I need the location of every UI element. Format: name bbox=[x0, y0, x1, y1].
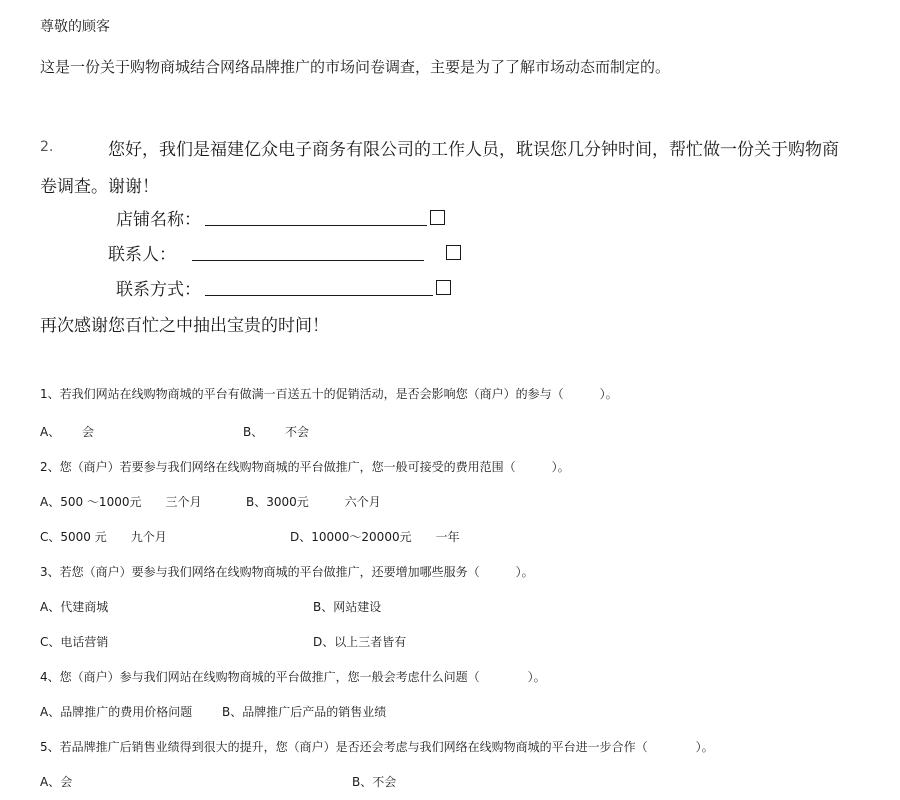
q2-option-c[interactable]: C、5000 元 九个月 bbox=[40, 530, 167, 544]
checkbox-icon[interactable] bbox=[446, 245, 461, 260]
question-2: 2、您（商户）若要参与我们网络在线购物商城的平台做推广，您一般可接受的费用范围（ ）。 bbox=[40, 460, 570, 474]
checkbox-icon[interactable] bbox=[430, 210, 445, 225]
q4-option-a[interactable]: A、品牌推广的费用价格问题 bbox=[40, 705, 193, 719]
q1-option-a[interactable]: A、 会 bbox=[40, 425, 95, 439]
question-3: 3、若您（商户）要参与我们网络在线购物商城的平台做推广，还要增加哪些服务（ ）。 bbox=[40, 565, 534, 579]
field-label: 店铺名称： bbox=[116, 210, 201, 230]
paragraph-line-1: 您好，我们是福建亿众电子商务有限公司的工作人员，耽误您几分钟时间，帮忙做一份关于购物商 bbox=[108, 140, 839, 160]
intro-text: 这是一份关于购物商城结合网络品牌推广的市场问卷调查，主要是为了了解市场动态而制定的。 bbox=[40, 58, 671, 76]
field-label: 联系人： bbox=[108, 245, 176, 265]
question-1: 1、若我们网站在线购物商城的平台有做满一百送五十的促销活动，是否会影响您（商户）的参与（ ）。 bbox=[40, 387, 618, 401]
field-label: 联系方式： bbox=[116, 280, 201, 300]
thanks-text: 再次感谢您百忙之中抽出宝贵的时间！ bbox=[40, 316, 329, 336]
q3-option-b[interactable]: B、网站建设 bbox=[313, 600, 382, 614]
greeting-text: 尊敬的顾客 bbox=[40, 19, 110, 35]
q5-option-b[interactable]: B、不会 bbox=[352, 775, 397, 789]
field-contact-method bbox=[116, 275, 451, 300]
field-shop-name bbox=[116, 205, 445, 230]
field-contact-person bbox=[108, 240, 461, 265]
q2-option-d[interactable]: D、10000～20000元 一年 bbox=[290, 530, 460, 544]
shop-name-blank[interactable] bbox=[205, 209, 427, 226]
q2-option-b[interactable]: B、3000元 六个月 bbox=[246, 495, 381, 509]
contact-method-blank[interactable] bbox=[205, 279, 433, 296]
question-4: 4、您（商户）参与我们网站在线购物商城的平台做推广，您一般会考虑什么问题（ ）。 bbox=[40, 670, 546, 684]
q3-option-a[interactable]: A、代建商城 bbox=[40, 600, 109, 614]
paragraph-number: 2. bbox=[40, 139, 54, 155]
paragraph-line-2: 卷调查。谢谢！ bbox=[40, 177, 159, 197]
q4-option-b[interactable]: B、品牌推广后产品的销售业绩 bbox=[222, 705, 387, 719]
checkbox-icon[interactable] bbox=[436, 280, 451, 295]
q3-option-d[interactable]: D、以上三者皆有 bbox=[313, 635, 407, 649]
q3-option-c[interactable]: C、电话营销 bbox=[40, 635, 109, 649]
q2-option-a[interactable]: A、500 ～1000元 三个月 bbox=[40, 495, 202, 509]
question-5: 5、若品牌推广后销售业绩得到很大的提升，您（商户）是否还会考虑与我们网络在线购物商城的平台进一步合作（ ）。 bbox=[40, 740, 714, 754]
contact-person-blank[interactable] bbox=[192, 244, 424, 261]
q5-option-a[interactable]: A、会 bbox=[40, 775, 73, 789]
q1-option-b[interactable]: B、 不会 bbox=[243, 425, 310, 439]
